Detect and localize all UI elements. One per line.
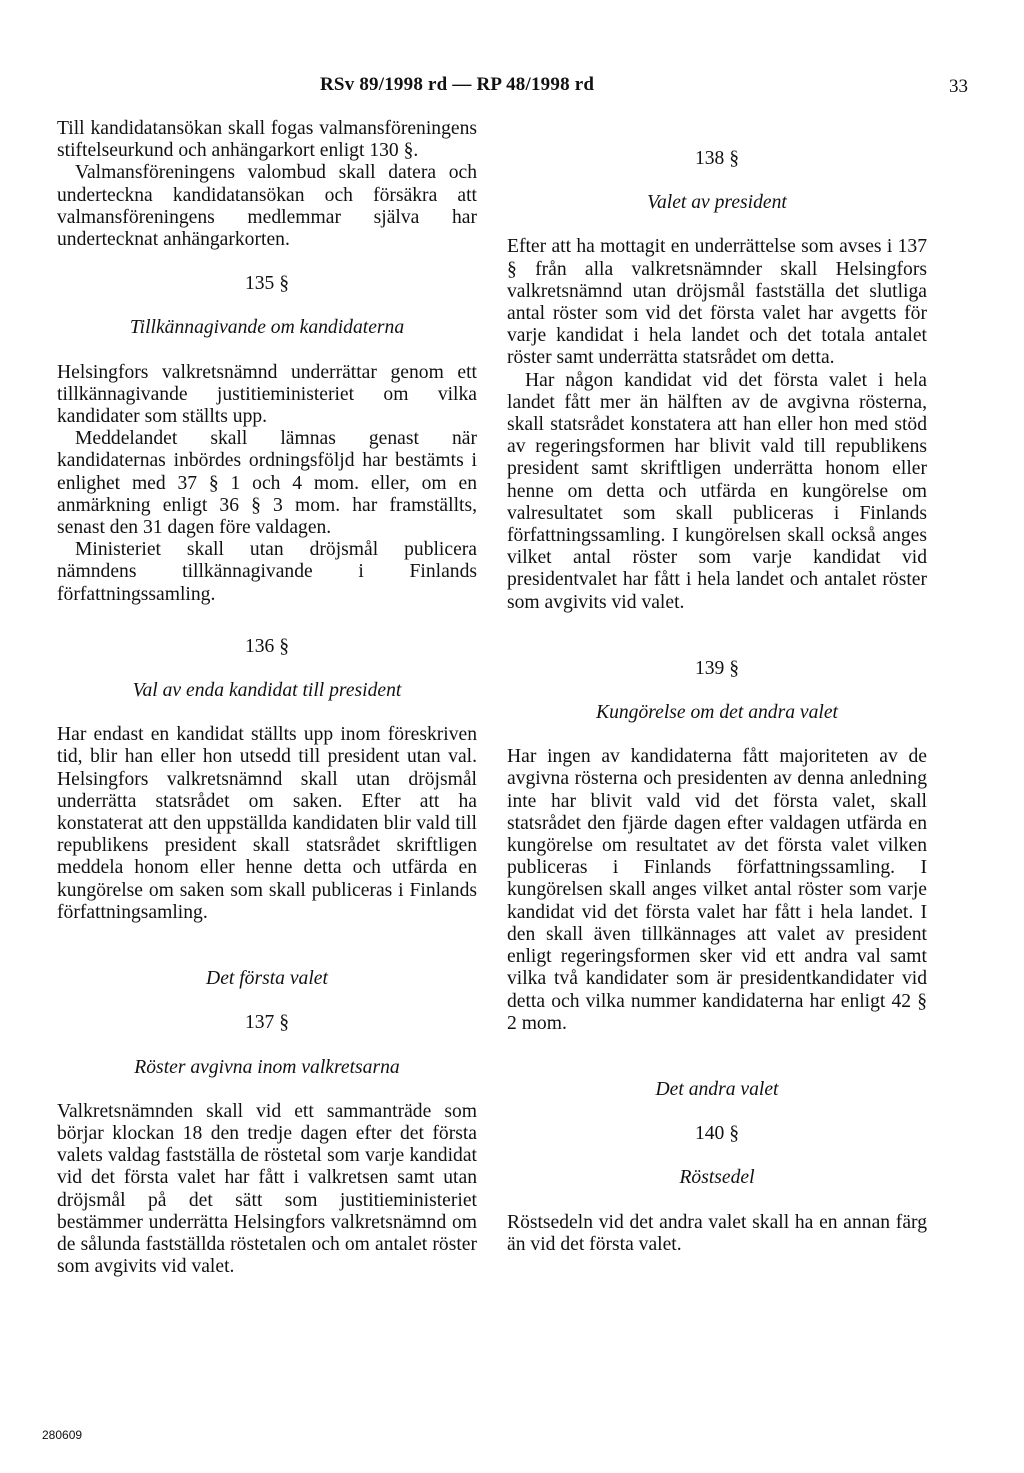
page-number: 33 [949, 76, 968, 97]
left-column [57, 118, 477, 1278]
right-column [507, 148, 927, 1256]
section-138-paragraph-1: Efter att ha mottagit en underrättelse som avses i 137 § från alla valkretsnämnder skall Helsingfors valkretsnämnd utan dröjsmål fastställa det slutliga antal röster som vid det första valet har avgetts för varje kandidat i hela landet och det totala antalet röster samt underrätta statsrådet om detta. [507, 236, 927, 369]
section-138-number: 138 § [694, 148, 740, 169]
section-136-title: Val av enda kandidat till president [132, 680, 402, 702]
section-136-number: 136 § [244, 635, 290, 657]
section-139-paragraph-1: Har ingen av kandidaterna fått majoriteten av de avgivna rösterna och presidenten av denna anledning inte har blivit vald vid det första valet, skall statsrådet den fjärde dagen efter valdagen utfärda en kungörelse om resultatet av det första valet vilken publiceras i Finlands författningssamling. I kungörelsen skall anges vilket antal röster som varje kandidat vid det första valet har fått i hela landet. I den skall även tillkännages att valet av president enligt regeringsformen sker vid ett andra val samt vilka två kandidater som är presidentkandidater vid detta och vilka nummer kandidaterna har enligt 42 § 2 mom. [507, 746, 927, 1034]
section-135-number: 135 § [244, 273, 290, 295]
intro-paragraph-1: Till kandidatansökan skall fogas valmansföreningens stiftelseurkund och anhängarkort enligt 130 §. [57, 118, 477, 162]
intro-paragraph-2: Valmansföreningens valombud skall datera och underteckna kandidatansökan och försäkra att valmansföreningens medlemmar själva har undertecknat anhängarkorten. [57, 162, 477, 251]
section-135-paragraph-3: Ministeriet skall utan dröjsmål publicera nämndens tillkännagivande i Finlands författningssamling. [57, 539, 477, 605]
section-136-paragraph-1: Har endast en kandidat ställts upp inom föreskriven tid, blir han eller hon utsedd till president utan val. Helsingfors valkretsnämnd skall utan dröjsmål underrätta statsrådet om saken. Efter att ha konstaterat att den uppställda kandidaten blir vald till republikens president skall statsrådet skriftligen meddela honom eller henne detta och utfärda en kungörelse om saken som skall publiceras i Finlands författningsamling. [57, 724, 477, 923]
section-138-paragraph-2: Har någon kandidat vid det första valet i hela landet fått mer än hälften av de avgivna rösterna, skall statsrådet konstatera att han eller hon med stöd av regeringsformen har blivit vald till republikens president samt skriftligen underrätta honom eller henne om detta och utfärda en kungörelse om valresultatet som skall publiceras i Finlands författningssamling. I kungörelsen skall också anges vilket antal röster som varje kandidat vid presidentvalet har fått i hela landet och antalet röster som avgivits vid valet. [507, 369, 927, 613]
section-140-paragraph-1: Röstsedeln vid det andra valet skall ha en annan färg än vid det första valet. [507, 1211, 927, 1255]
section-140-title: Röstsedel [679, 1167, 755, 1189]
chapter-first-election: Det första valet [206, 968, 328, 990]
section-137-title: Röster avgivna inom valkretsarna [134, 1056, 400, 1078]
section-139-number: 139 § [694, 657, 740, 679]
chapter-second-election: Det andra valet [655, 1078, 779, 1100]
section-137-paragraph-1: Valkretsnämnden skall vid ett sammanträde som börjar klockan 18 den tredje dagen efter det första valets valdag fastställa de röstetal som varje kandidat vid det första valet har fått i valkretsen samt utan dröjsmål på det sätt som justitieministeriet bestämmer underrätta Helsingfors valkretsnämnd om de sålunda fastställda röstetalen och om antalet röster som avgivits vid valet. [57, 1100, 477, 1278]
section-138-title: Valet av president [647, 192, 787, 214]
section-135-paragraph-1: Helsingfors valkretsnämnd underrättar genom ett tillkännagivande justitieministeriet om vilka kandidater som ställts upp. [57, 361, 477, 428]
section-135-title: Tillkännagivande om kandidaterna [129, 317, 405, 339]
section-135-paragraph-2: Meddelandet skall lämnas genast när kandidaternas inbördes ordningsföljd har bestämts i enlighet med 37 § 1 och 4 mom. eller, om en anmärkning enligt 36 § 3 mom. har framställts, senast den 31 dagen före valdagen. [57, 428, 477, 539]
section-140-number: 140 § [694, 1123, 740, 1145]
section-139-title: Kungörelse om det andra valet [596, 702, 838, 724]
section-137-number: 137 § [244, 1012, 290, 1034]
running-head: RSv 89/1998 rd — RP 48/1998 rd [320, 74, 595, 95]
print-code: 280609 [42, 1428, 83, 1442]
